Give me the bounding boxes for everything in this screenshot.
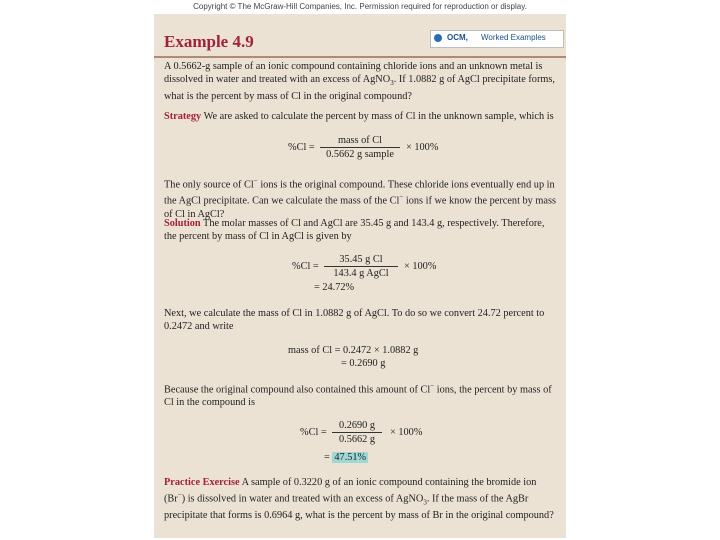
ocm-logo-icon: [434, 34, 442, 42]
practice-label: Practice Exercise: [164, 477, 240, 488]
copyright-notice: Copyright © The McGraw-Hill Companies, Inc. Permission required for reproduction or display.: [193, 2, 527, 11]
worked-examples-badge[interactable]: [430, 30, 564, 48]
badge-brand: OCM,: [447, 33, 468, 42]
final-answer: 47.51%: [334, 452, 367, 463]
strategy-paragraph: Strategy We are asked to calculate the percent by mass of Cl in the unknown sample, which is: [164, 111, 554, 122]
example-title: Example 4.9: [164, 32, 254, 51]
example-panel: Example 4.9 OCM, Worked Examples A 0.5662-g sample of an ionic compound containing chloride ions and an unknown metal is dissolved in water and treated with an excess of AgNO$_3$. If 1.0882 g of AgCl precipitate forms, what is the percent by mass of Cl in the original compound? Strategy We are asked to calculate the percent by mass of Cl in the unknown sample, which is %Cl = mass of Cl 0.5662 g sample × 100% The only source of Cl− ions is the original compound. These chloride ions eventually end up in the AgCl precipitate. Can we calculate the mass of the Cl− ions if we know the percent by mass of Cl in AgCl? Solution The molar masses of Cl and AgCl are 35.45 g and 143.4 g, respectively. Therefore, the percent by mass of Cl in AgCl is given by %Cl = 35.45 g Cl 143.4 g AgCl × 100% = 24.72% Next, we calculate the mass of Cl in 1.0882 g of AgCl. To do so we convert 24.72 percent to 0.2472 and write mass of Cl = 0.2472 × 1.0882 g = 0.2690 g Because the original compound also contained this amount of Cl− ions, the percent by mass of Cl in the compound is %Cl = $\frac{0.2690 g}{0.5662 g}$ × 100% = 47.51% Practice Exercise A sample of 0.3220 g of an ionic compound containing the bromide ion (Br−) is dissolved in water and treated with an excess of AgNO$_3$. If the mass of the AgBr precipitate that forms is 0.6964 g, what is the percent by mass of Br in the original compound?: [154, 14, 566, 538]
paragraph-mass-calc: Next, we calculate the mass of Cl in 1.0882 g of AgCl. To do so we convert 24.72 percent to 0.2472 and write: [164, 308, 545, 332]
paragraph-compound-percent: Because the original compound also contained this amount of Cl− ions, the percent by mass of Cl in the compound is: [164, 382, 552, 409]
solution-paragraph: Solution The molar masses of Cl and AgCl are 35.45 g and 143.4 g, respectively. Therefore, the percent by mass of Cl in AgCl is given by: [164, 218, 545, 242]
practice-exercise: Practice Exercise A sample of 0.3220 g of an ionic compound containing the bromide ion (Br−) is dissolved in water and treated with an excess of AgNO$_3$. If the mass of the AgBr precipitate that forms is 0.6964 g, what is the percent by mass of Br in the original compound?: [164, 477, 554, 522]
paragraph-chloride-source: The only source of Cl− ions is the original compound. These chloride ions eventually end up in the AgCl precipitate. Can we calculate the mass of the Cl− ions if we know the percent by mass of Cl in AgCl?: [164, 177, 556, 220]
badge-label: Worked Examples: [481, 33, 546, 42]
solution-label: Solution: [164, 218, 201, 229]
strategy-label: Strategy: [164, 111, 202, 122]
problem-statement: A 0.5662-g sample of an ionic compound containing chloride ions and an unknown metal is dissolved in water and treated with an excess of AgNO$_3$. If 1.0882 g of AgCl precipitate forms, what is the percent by mass of Cl in the original compound?: [164, 61, 555, 103]
header-divider: [154, 56, 566, 58]
